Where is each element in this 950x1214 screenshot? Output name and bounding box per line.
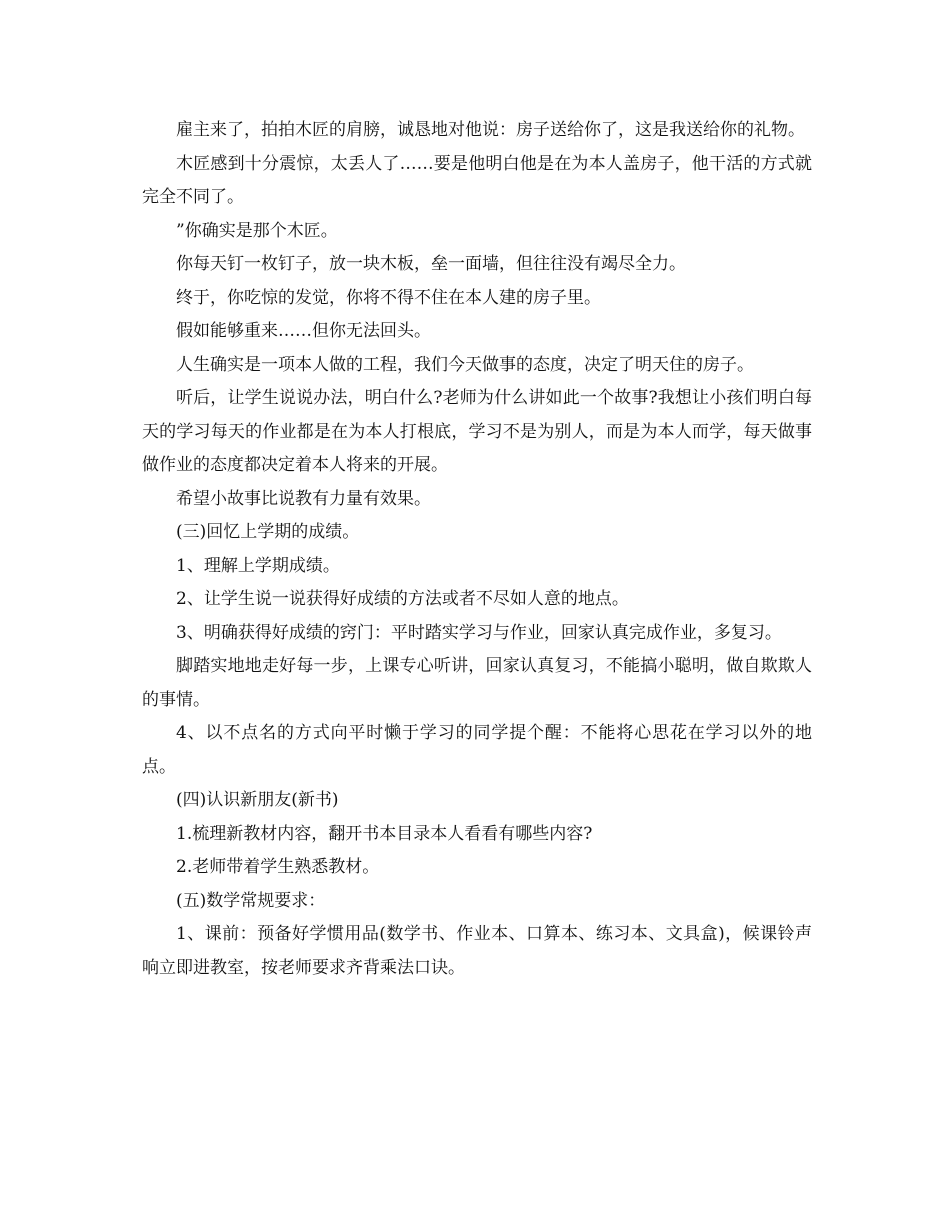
section-heading: (三)回忆上学期的成绩。	[176, 522, 360, 542]
paragraph: 雇主来了，拍拍木匠的肩膀，诚恳地对他说：房子送给你了，这是我送给你的礼物。	[176, 120, 805, 140]
paragraph: 人生确实是一项本人做的工程，我们今天做事的态度，决定了明天住的房子。	[176, 354, 754, 375]
section-heading: (五)数学常规要求：	[176, 890, 326, 911]
paragraph: 听后，让学生说说办法，明白什么?老师为什么讲如此一个故事?我想让小孩们明白每天的学习每天的作业都是在为本人打根底，学习不是为别人，而是为本人而学，每天做事做作业的态度都决定着本人将来的开展。	[142, 388, 812, 475]
paragraph: 假如能够重来……但你无法回头。	[176, 321, 431, 341]
paragraph: ”你确实是那个木匠。	[176, 220, 338, 241]
list-item: 2.老师带着学生熟悉教材。	[176, 857, 380, 877]
list-item: 4、以不点名的方式向平时懒于学习的同学提个醒：不能将心思花在学习以外的地点。	[142, 723, 812, 777]
document-page	[142, 114, 812, 985]
list-item: 1.梳理新教材内容，翻开书本目录本人看看有哪些内容?	[176, 823, 593, 844]
list-item: 2、让学生说一说获得好成绩的方法或者不尽如人意的地点。	[176, 589, 629, 609]
paragraph: 木匠感到十分震惊，太丢人了……要是他明白他是在为本人盖房子，他干活的方式就完全不同了。	[142, 153, 812, 207]
paragraph: 希望小故事比说教有力量有效果。	[176, 488, 431, 509]
list-item: 3、明确获得好成绩的窍门：平时踏实学习与作业，回家认真完成作业，多复习。	[176, 622, 782, 643]
paragraph: 脚踏实地地走好每一步，上课专心听讲，回家认真复习，不能搞小聪明，做自欺欺人的事情。	[142, 656, 812, 710]
section-heading: (四)认识新朋友(新书)	[176, 790, 339, 810]
list-item: 1、理解上学期成绩。	[176, 555, 340, 576]
list-item: 1、课前：预备好学惯用品(数学书、作业本、口算本、练习本、文具盒)，候课铃声响立即进教室，按老师要求齐背乘法口诀。	[142, 924, 812, 978]
paragraph: 你每天钉一枚钉子，放一块木板，垒一面墙，但往往没有竭尽全力。	[176, 254, 686, 274]
paragraph: 终于，你吃惊的发觉，你将不得不住在本人建的房子里。	[176, 287, 601, 308]
